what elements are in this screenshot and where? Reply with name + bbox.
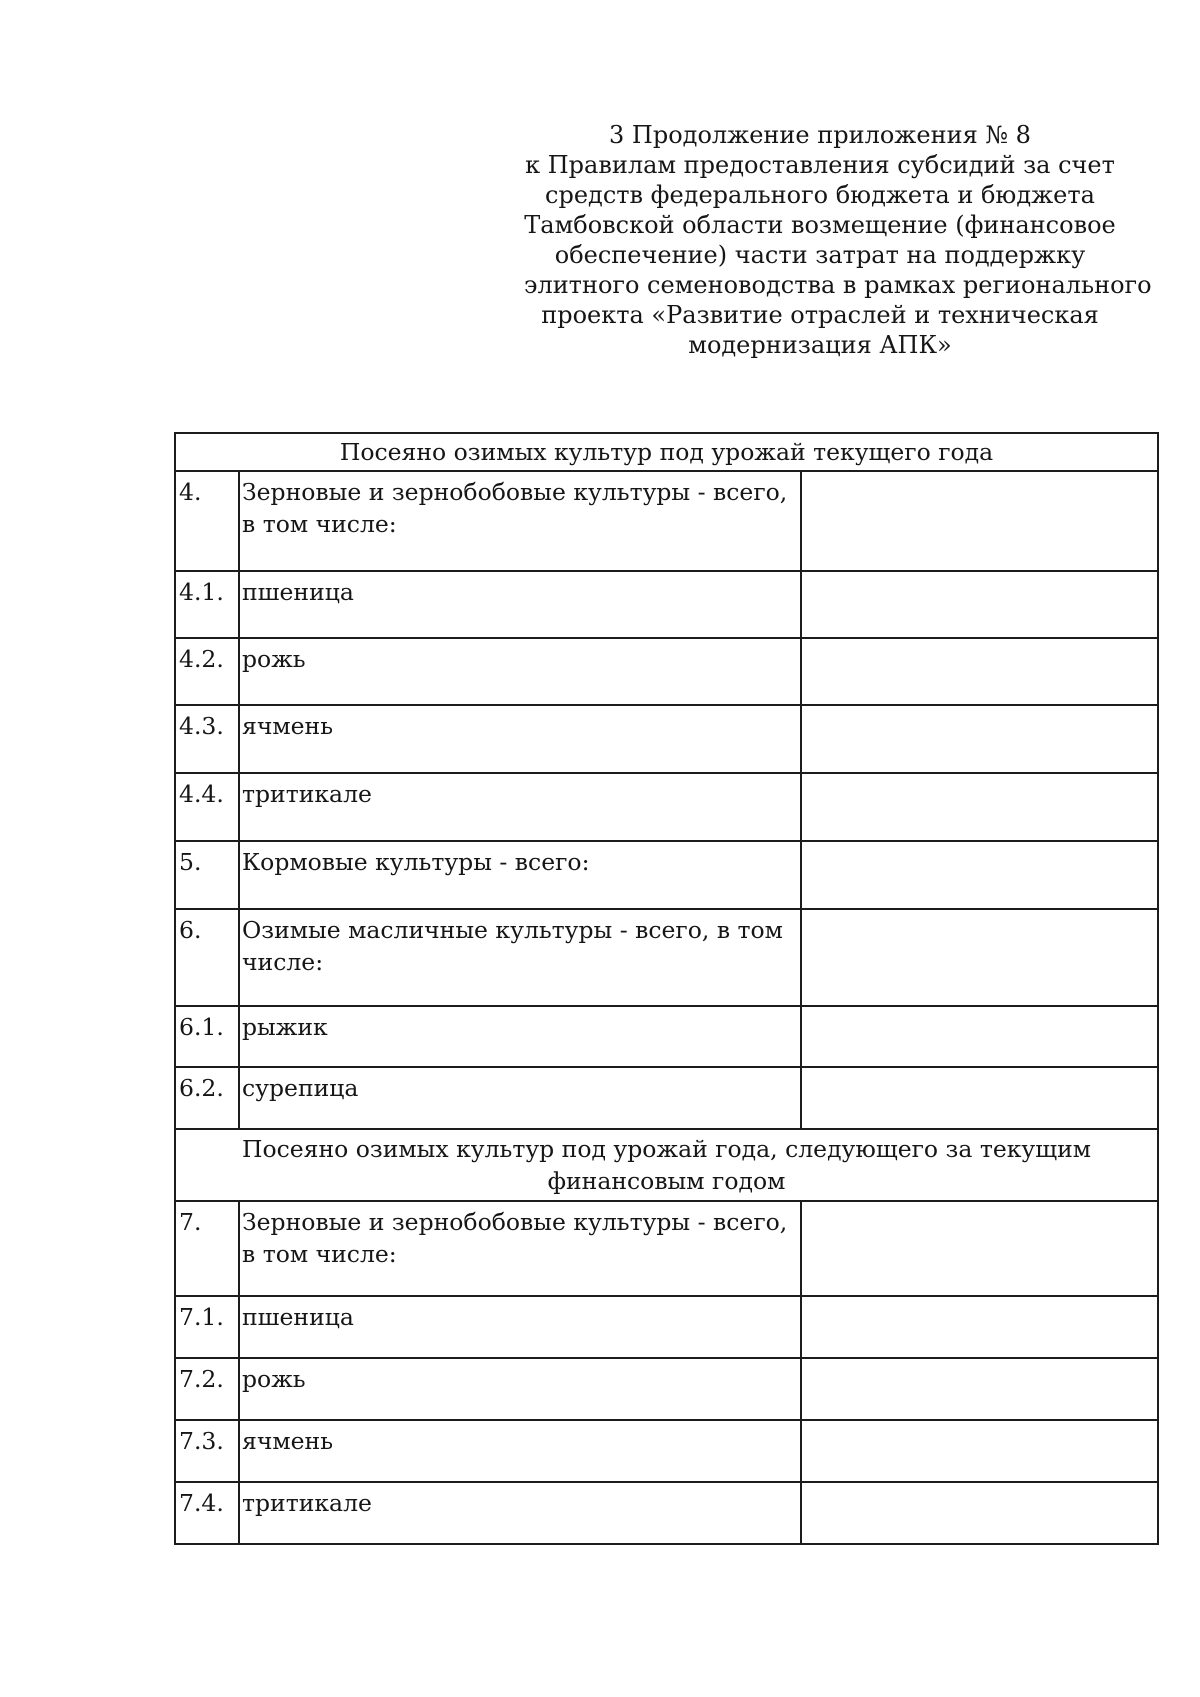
row-value-cell[interactable] [801,1358,1158,1420]
row-value-cell[interactable] [801,1067,1158,1129]
row-name: тритикале [239,1482,801,1544]
table-row [175,638,1158,705]
appendix-header-line: элитного семеноводства в рамках регионального [524,271,1152,299]
row-number: 7.2. [175,1358,239,1420]
table-row [175,1296,1158,1358]
row-name: ячмень [239,705,801,773]
table-row [175,471,1158,571]
section-header-row [175,1129,1158,1201]
row-value-cell[interactable] [801,1201,1158,1296]
row-value-cell[interactable] [801,471,1158,571]
row-value-cell[interactable] [801,1006,1158,1067]
row-number: 4.2. [175,638,239,705]
section-header-row [175,433,1158,471]
row-number: 5. [175,841,239,909]
appendix-header-line: модернизация АПК» [688,331,952,359]
row-name: тритикале [239,773,801,841]
table-row [175,705,1158,773]
row-value-cell[interactable] [801,1296,1158,1358]
table-row [175,1420,1158,1482]
row-number: 7. [175,1201,239,1296]
row-name: Зерновые и зернобобовые культуры - всего, в том числе: [239,471,801,571]
row-number: 4. [175,471,239,571]
section-title: Посеяно озимых культур под урожай года, следующего за текущим финансовым годом [175,1129,1158,1201]
row-name: пшеница [239,1296,801,1358]
table-row [175,1067,1158,1129]
table-row [175,773,1158,841]
row-name: рыжик [239,1006,801,1067]
row-value-cell[interactable] [801,1420,1158,1482]
row-value-cell[interactable] [801,841,1158,909]
row-name: Озимые масличные культуры - всего, в том числе: [239,909,801,1006]
row-number: 6.1. [175,1006,239,1067]
table-row [175,1006,1158,1067]
appendix-header [524,120,1152,360]
table-row [175,1482,1158,1544]
row-name: Кормовые культуры - всего: [239,841,801,909]
row-name: ячмень [239,1420,801,1482]
row-number: 4.3. [175,705,239,773]
row-number: 7.4. [175,1482,239,1544]
appendix-header-line: проекта «Развитие отраслей и техническая [541,301,1099,329]
row-number: 4.4. [175,773,239,841]
row-value-cell[interactable] [801,571,1158,638]
appendix-header-line: средств федерального бюджета и бюджета [545,181,1095,209]
row-value-cell[interactable] [801,705,1158,773]
row-name: рожь [239,1358,801,1420]
table-row [175,841,1158,909]
row-name: рожь [239,638,801,705]
appendix-header-line: Тамбовской области возмещение (финансовое [524,211,1116,239]
row-name: Зерновые и зернобобовые культуры - всего, в том числе: [239,1201,801,1296]
appendix-header-line: обеспечение) части затрат на поддержку [554,241,1086,269]
row-value-cell[interactable] [801,773,1158,841]
row-value-cell[interactable] [801,909,1158,1006]
appendix-header-line: 3 Продолжение приложения № 8 [609,121,1031,149]
row-number: 7.3. [175,1420,239,1482]
row-name: сурепица [239,1067,801,1129]
row-value-cell[interactable] [801,1482,1158,1544]
sowing-table [174,432,1159,1545]
appendix-header-line: к Правилам предоставления субсидий за счет [525,151,1115,179]
row-number: 6. [175,909,239,1006]
row-number: 6.2. [175,1067,239,1129]
row-name: пшеница [239,571,801,638]
table-row [175,1201,1158,1296]
section-title: Посеяно озимых культур под урожай текущего года [175,433,1158,471]
row-value-cell[interactable] [801,638,1158,705]
table-row [175,909,1158,1006]
table-row [175,1358,1158,1420]
table-row [175,571,1158,638]
row-number: 7.1. [175,1296,239,1358]
row-number: 4.1. [175,571,239,638]
